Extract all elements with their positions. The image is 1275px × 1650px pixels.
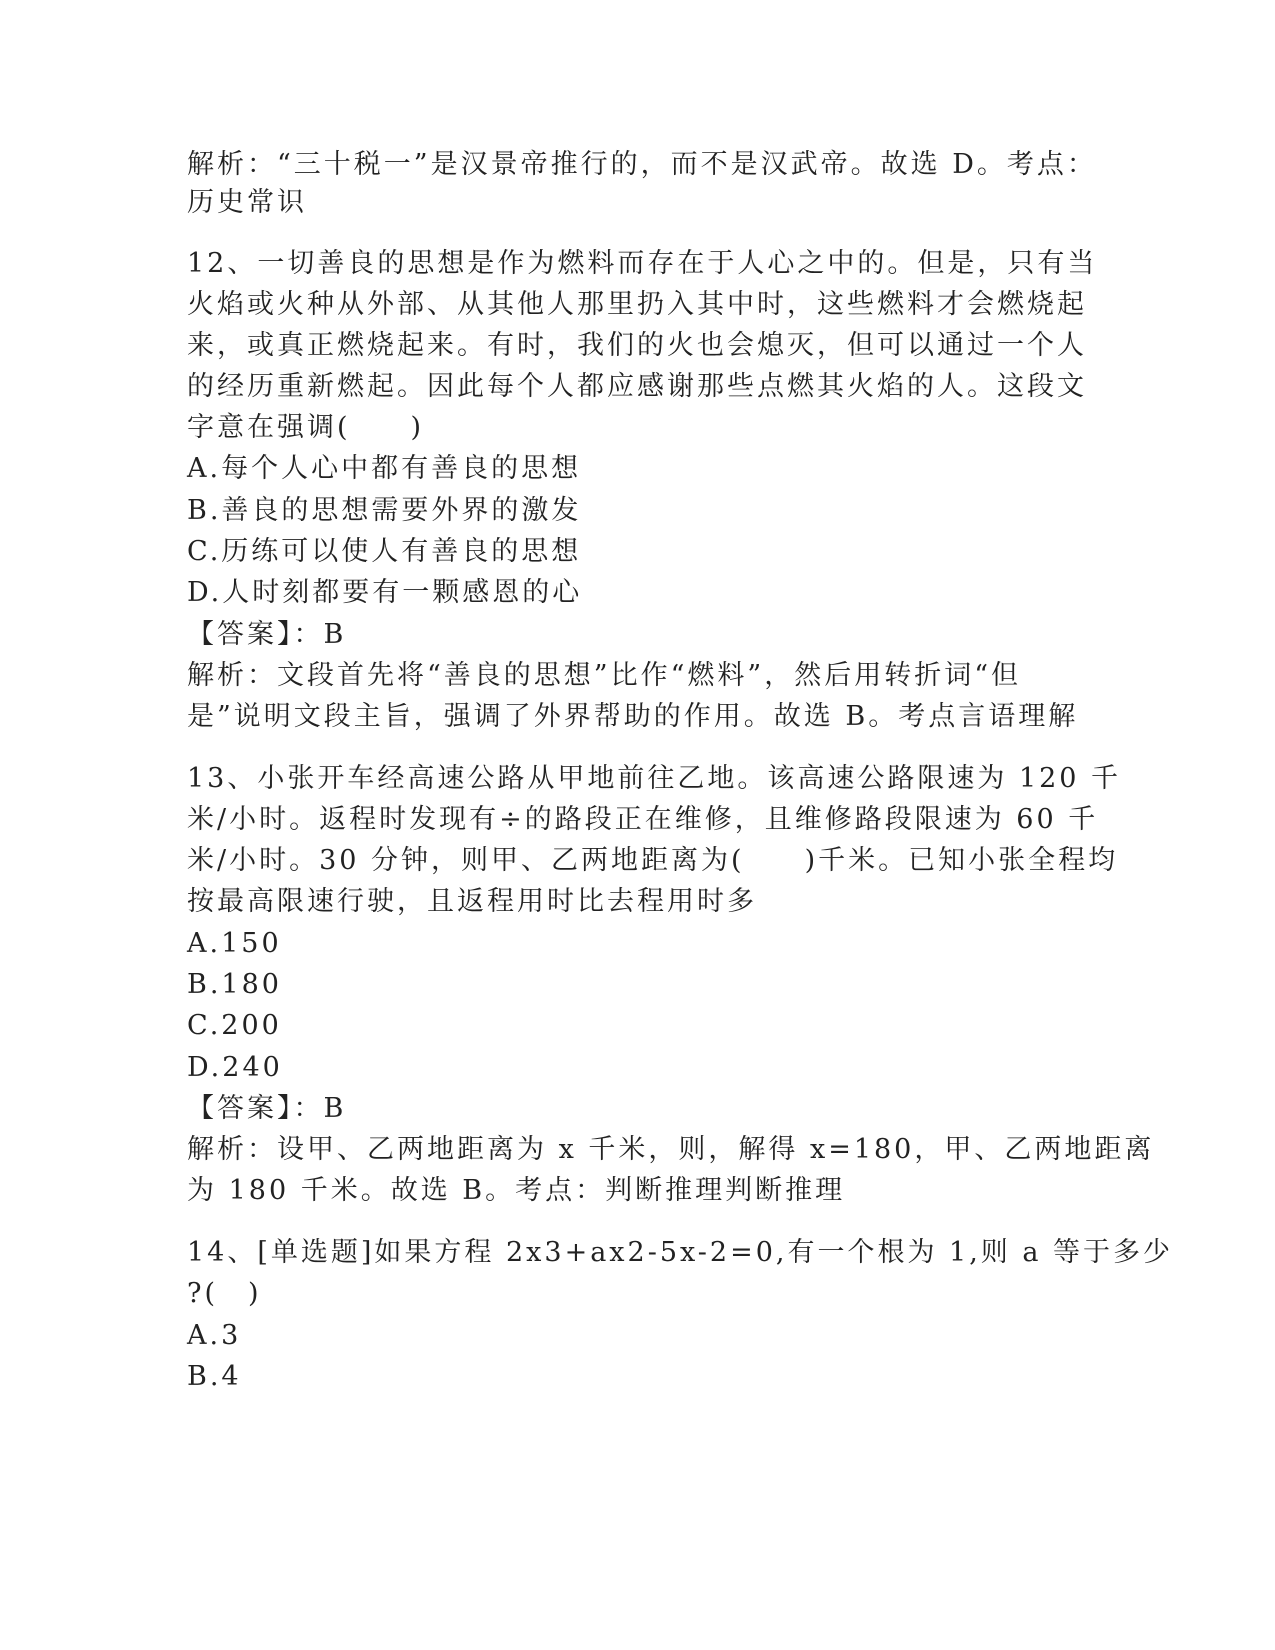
question-13-line-1: 13、小张开车经高速公路从甲地前往乙地。该高速公路限速为 120 千 [187,763,1122,794]
question-13-answer: 【答案】：B [187,1093,347,1124]
explanation-11-line-2: 历史常识 [187,187,307,218]
question-13-line-4: 按最高限速行驶，且返程用时比去程用时多 [187,886,757,917]
question-14-option-b: B.4 [187,1361,242,1392]
question-14-option-a: A.3 [187,1320,242,1351]
question-12-option-d: D.人时刻都要有一颗感恩的心 [187,577,583,608]
question-12-option-a: A.每个人心中都有善良的思想 [187,453,582,484]
explanation-13-line-1: 解析：设甲、乙两地距离为 x 千米，则，解得 x=180，甲、乙两地距离 [187,1134,1155,1165]
question-12-line-3: 来，或真正燃烧起来。有时，我们的火也会熄灭，但可以通过一个人 [187,330,1087,361]
explanation-11-line-1: 解析：“三十税一”是汉景帝推行的，而不是汉武帝。故选 D。考点： [187,149,1097,180]
explanation-12-line-2: 是”说明文段主旨，强调了外界帮助的作用。故选 B。考点言语理解 [187,701,1079,732]
question-13-option-b: B.180 [187,969,282,1000]
question-14-line-1: 14、[单选题]如果方程 2x3+ax2-5x-2=0,有一个根为 1,则 a 等于多少 [187,1237,1174,1268]
question-12-line-2: 火焰或火种从外部、从其他人那里扔入其中时，这些燃料才会燃烧起 [187,289,1087,320]
question-12-line-1: 12、一切善良的思想是作为燃料而存在于人心之中的。但是，只有当 [187,248,1098,279]
explanation-12-line-1: 解析：文段首先将“善良的思想”比作“燃料”，然后用转折词“但 [187,660,1022,691]
question-12-option-c: C.历练可以使人有善良的思想 [187,536,582,567]
question-14-line-2: ?( ) [187,1278,262,1309]
question-13-line-2: 米/小时。返程时发现有÷的路段正在维修，且维修路段限速为 60 千 [187,804,1099,835]
question-13-line-3: 米/小时。30 分钟，则甲、乙两地距离为( )千米。已知小张全程均 [187,845,1119,876]
question-13-option-c: C.200 [187,1010,282,1041]
question-12-line-5: 字意在强调( ) [187,412,425,443]
question-13-option-a: A.150 [187,928,282,959]
question-12-answer: 【答案】：B [187,619,347,650]
question-13-option-d: D.240 [187,1052,283,1083]
explanation-13-line-2: 为 180 千米。故选 B。考点：判断推理判断推理 [187,1175,846,1206]
question-12-line-4: 的经历重新燃起。因此每个人都应感谢那些点燃其火焰的人。这段文 [187,371,1087,402]
question-12-option-b: B.善良的思想需要外界的激发 [187,495,582,526]
